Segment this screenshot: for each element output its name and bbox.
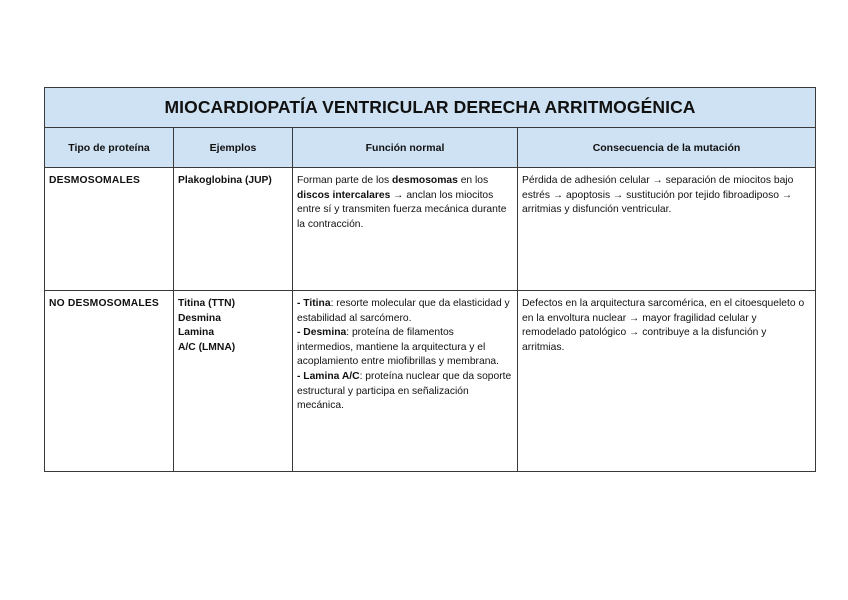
header-row [45,128,816,168]
function-text [293,168,517,232]
cell-type [45,168,174,291]
example-item: Plakoglobina (JUP) [178,175,272,186]
table-row [45,168,816,291]
example-item: A/C (LMNA) [178,341,236,353]
consequence-text: Defectos en la arquitectura sarcomérica, en el citoesqueleto o en la envoltura nuclear → mayor fragilidad celular y remodelado patológico → contribuye a la disfunción y arritmias. [522,298,805,353]
header-protein-type: Tipo de proteína [45,128,174,168]
examples-list [174,168,292,189]
protein-table [44,87,816,472]
function-text-part: → anclan los miocitos entre sí y transmiten fuerza mecánica durante la contracción. [297,189,507,230]
function-item [297,326,512,370]
cell-consequence [518,291,816,472]
example-item: Desmina [178,312,221,324]
function-item-name: - Titina [297,298,331,309]
function-item [297,297,512,326]
example-item: Lamina [178,327,215,339]
cell-consequence [518,168,816,291]
function-text-part: Forman parte de los [297,175,393,186]
cell-examples [174,168,293,291]
function-text-part: en los [457,175,489,186]
header-normal-function: Función normal [293,128,518,168]
table-row [45,291,816,472]
example-item: Titina (TTN) [178,298,236,309]
function-item-name: - Lamina A/C [297,370,360,382]
header-examples: Ejemplos [174,128,293,168]
consequence-text: Pérdida de adhesión celular → separación de miocitos bajo estrés → apoptosis → sustitución por tejido fibroadiposo → arritmias y disfunción ventricular. [522,175,794,216]
function-bold-term: discos intercalares [297,189,391,201]
header-mutation-consequence: Consecuencia de la mutación [518,128,816,168]
function-item [297,370,512,414]
examples-list [174,291,292,355]
cell-type [45,291,174,472]
type-label: NO DESMOSOMALES [49,298,159,309]
function-list [293,291,517,414]
function-item-text: : proteína nuclear que da soporte estructural y participa en señalización mecánica. [297,370,512,412]
function-bold-term: desmosomas [392,175,458,186]
type-label: DESMOSOMALES [49,175,141,186]
cell-function [293,291,518,472]
cell-function [293,168,518,291]
function-item-name: - Desmina [297,327,347,339]
cell-examples [174,291,293,472]
function-item-text: : proteína de filamentos intermedios, mantiene la arquitectura y el acoplamiento entre miofibrillas y membrana. [297,327,500,368]
table-title: MIOCARDIOPATÍA VENTRICULAR DERECHA ARRITMOGÉNICA [45,88,816,128]
function-item-text: : resorte molecular que da elasticidad y estabilidad al sarcómero. [297,298,510,324]
